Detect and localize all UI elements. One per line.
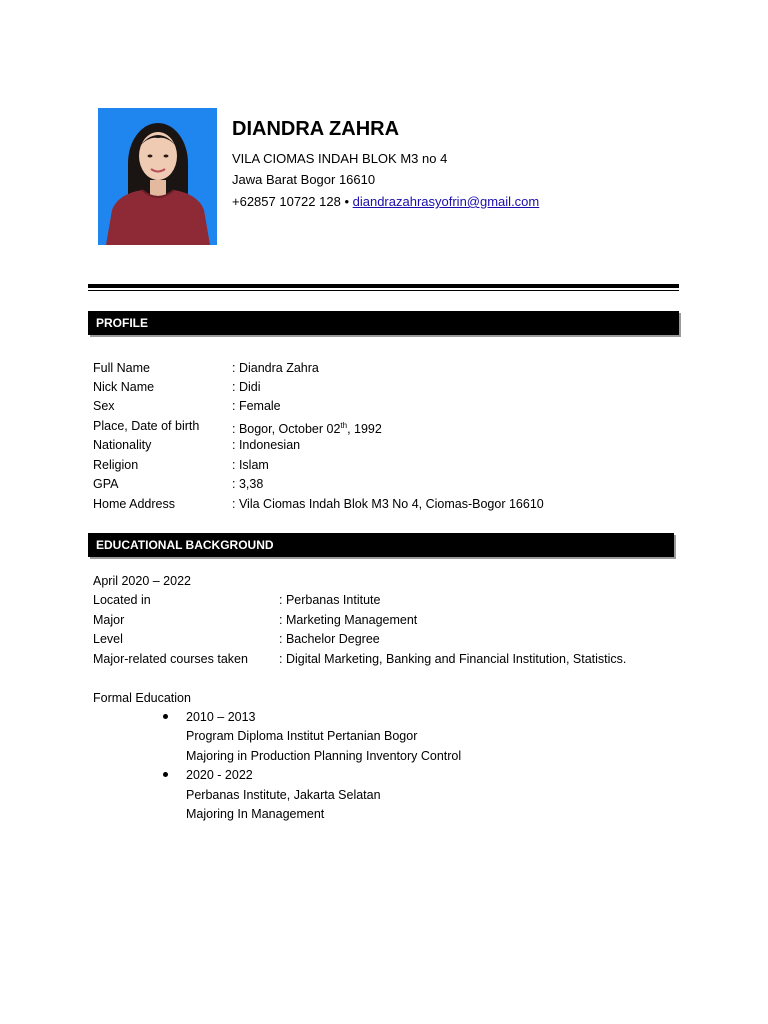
birth-value-pre: : Bogor, October 02 [232,422,341,437]
profile-label: GPA [93,477,119,491]
education-label: Located in [93,593,151,607]
formal-years: 2010 – 2013 [186,710,256,724]
education-value: : Bachelor Degree [279,632,380,646]
formal-line: Perbanas Institute, Jakarta Selatan [186,788,381,802]
education-value: : Marketing Management [279,613,418,627]
header-divider-thin [88,290,679,291]
profile-label: Home Address [93,497,175,511]
contact-line [232,194,539,209]
birth-value-sup: th [340,421,348,430]
profile-value: : Didi [232,380,261,394]
education-section-header: EDUCATIONAL BACKGROUND [88,533,674,557]
header-divider-thick [88,284,679,288]
formal-years: 2020 - 2022 [186,768,253,782]
email-link[interactable]: diandrazahrasyofrin@gmail.com [352,194,540,209]
separator-dot: • [344,194,349,209]
profile-label: Full Name [93,361,150,375]
education-label: Major [93,613,125,627]
address-line-2: Jawa Barat Bogor 16610 [232,172,376,187]
profile-value [232,418,382,437]
bullet-icon [163,772,168,777]
profile-section-header: PROFILE [88,311,679,335]
formal-line: Majoring in Production Planning Inventory Control [186,749,462,763]
profile-label: Religion [93,458,139,472]
formal-line: Program Diploma Institut Pertanian Bogor [186,729,418,743]
education-label: Major-related courses taken [93,652,248,666]
profile-photo [98,108,217,245]
bullet-icon [163,714,168,719]
education-value: : Perbanas Intitute [279,593,381,607]
profile-label: Nationality [93,438,152,452]
phone-number: +62857 10722 128 [232,194,341,209]
address-line-1: VILA CIOMAS INDAH BLOK M3 no 4 [232,151,448,166]
person-photo-icon [98,108,217,245]
profile-value: : Female [232,399,281,413]
formal-line: Majoring In Management [186,807,325,821]
candidate-name: DIANDRA ZAHRA [232,118,400,140]
profile-value: : Islam [232,458,269,472]
profile-value: : Indonesian [232,438,301,452]
birth-value-post: , 1992 [347,422,382,437]
education-period: April 2020 – 2022 [93,574,191,588]
profile-value: : 3,38 [232,477,264,491]
education-value: : Digital Marketing, Banking and Financial Institution, Statistics. [279,652,627,666]
education-label: Level [93,632,123,646]
profile-label: Sex [93,399,115,413]
profile-value: : Vila Ciomas Indah Blok M3 No 4, Ciomas-Bogor 16610 [232,497,544,511]
profile-value: : Diandra Zahra [232,361,319,375]
profile-label: Place, Date of birth [93,419,200,433]
formal-education-heading: Formal Education [93,691,191,705]
profile-label: Nick Name [93,380,155,394]
